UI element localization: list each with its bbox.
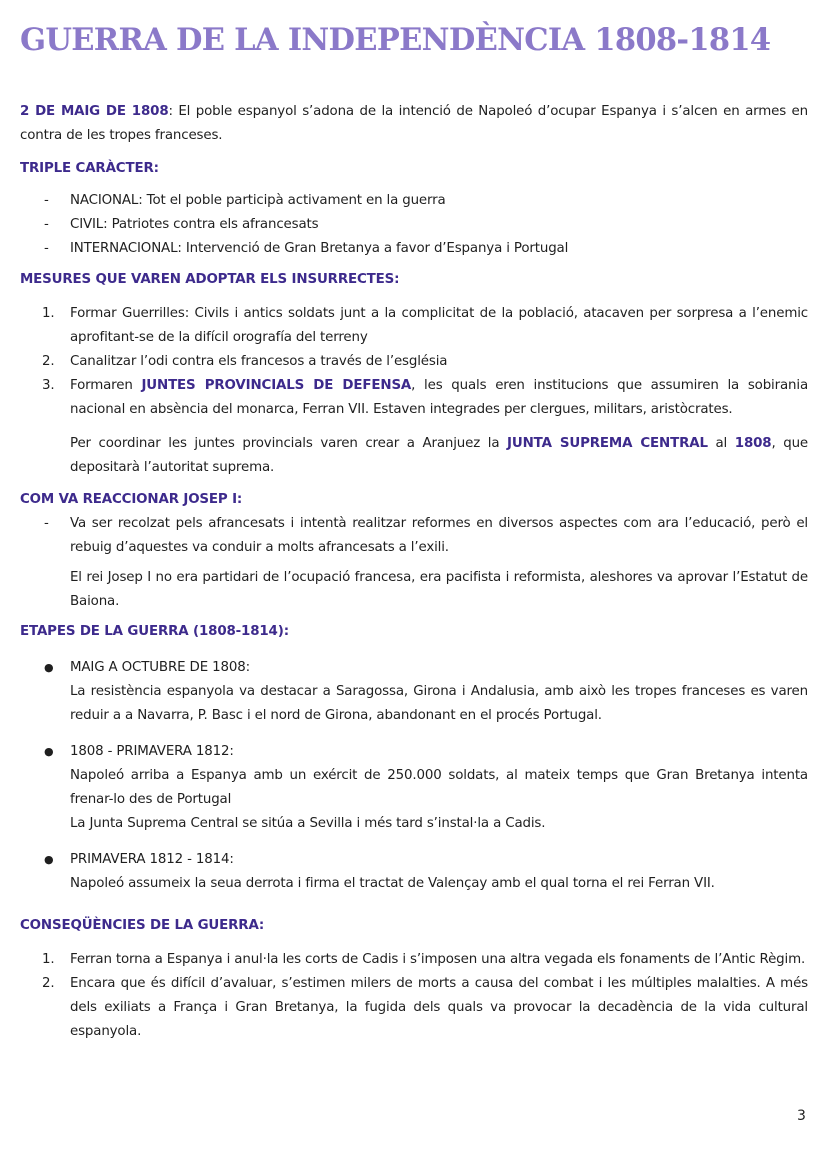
etapa-text: La resistència espanyola va destacar a Saragossa, Girona i Andalusia, amb això les tropes franceses es varen reduir a a Navarra, P. Basc i el nord de Girona, abandonant en el procés Portugal. [70, 684, 808, 723]
list-item: - Va ser recolzat pels afrancesats i intentà realitzar reformes en diversos aspectes com ara l’educació, però el rebuig d’aquestes va conduir a molts afrancesats a l’exili. [20, 512, 808, 560]
etapa-text: Napoleó assumeix la seua derrota i firma el tractat de Valençay amb el qual torna el rei Ferran VII. [70, 876, 715, 891]
etapa-title: PRIMAVERA 1812 - 1814: [70, 852, 234, 867]
etapa-text: Napoleó arriba a Espanya amb un exércit de 250.000 soldats, al mateix temps que Gran Bretanya intenta frenar-lo des de Portugal [70, 768, 808, 807]
list-item: ● PRIMAVERA 1812 - 1814: Napoleó assumeix la seua derrota i firma el tractat de Valençay amb el qual torna el rei Ferran VII. [20, 848, 808, 896]
list-item: 3. Formaren JUNTES PROVINCIALS DE DEFENSA, les quals eren institucions que assumiren la sobirania nacional en absència del monarca, Ferran VII. Estaven integrades per clergues, militars, aristòcrates. [42, 378, 808, 417]
etapes-list [20, 656, 808, 896]
intro-paragraph [20, 100, 808, 148]
list-item: 1. Formar Guerrilles: Civils i antics soldats junt a la complicitat de la població, atacaven per sorpresa a l’enemic aprofitant-se de la difícil orografía del terreny [42, 306, 808, 345]
list-item: ● MAIG A OCTUBRE DE 1808: La resistència espanyola va destacar a Saragossa, Girona i Andalusia, amb això les tropes franceses es varen reduir a a Navarra, P. Basc i el nord de Girona, abandonant en el procés Portugal. [20, 656, 808, 728]
page-number: 3 [797, 1108, 806, 1124]
list-item: - NACIONAL: Tot el poble participà activament en la guerra [20, 189, 808, 213]
list-item: 2. Canalitzar l’odi contra els francesos a través de l’església [42, 354, 448, 369]
josep-heading: COM VA REACCIONAR JOSEP I: [20, 492, 243, 507]
consequencies-list [20, 948, 808, 1044]
list-item: 1. Ferran torna a Espanya i anul·la les corts de Cadis i s’imposen una altra vegada els fonaments de l’Antic Règim. [42, 952, 806, 967]
intro-text: : El poble espanyol s’adona de la intenció de Napoleó d’ocupar Espanya i s’alcen en armes en contra de les tropes franceses. [20, 104, 808, 143]
list-item: - CIVIL: Patriotes contra els afrancesats [20, 213, 808, 237]
triple-heading: TRIPLE CARÀCTER: [20, 161, 159, 176]
etapa-title: 1808 - PRIMAVERA 1812: [70, 744, 234, 759]
intro-date: 2 DE MAIG DE 1808 [20, 104, 169, 119]
page-title: GUERRA DE LA INDEPENDÈNCIA 1808-1814 [20, 22, 771, 58]
etapes-heading: ETAPES DE LA GUERRA (1808-1814): [20, 624, 289, 639]
junta-year: 1808 [734, 436, 772, 451]
mesures-item-2: Canalitzar l’odi contra els francesos a través de l’església [70, 354, 448, 369]
juntes-provincials: JUNTES PROVINCIALS DE DEFENSA [141, 378, 412, 393]
etapa-text: La Junta Suprema Central se sitúa a Sevilla i més tard s’instal·la a Cadis. [70, 816, 546, 831]
list-item: ● 1808 - PRIMAVERA 1812: Napoleó arriba a Espanya amb un exércit de 250.000 soldats, al mateix temps que Gran Bretanya intenta frenar-lo des de Portugal La Junta Suprema Central se sitúa a Sevilla i més tard s’instal·la a Cadis. [20, 740, 808, 836]
mesures-item-1: Formar Guerrilles: Civils i antics soldats junt a la complicitat de la població, atacaven per sorpresa a l’enemic aprofitant-se de la difícil orografía del terreny [70, 306, 808, 345]
list-item: - INTERNACIONAL: Intervenció de Gran Bretanya a favor d’Espanya i Portugal [20, 237, 808, 261]
etapa-title: MAIG A OCTUBRE DE 1808: [70, 660, 250, 675]
triple-list [20, 189, 808, 261]
document-body [20, 100, 808, 1044]
consequencies-heading: CONSEQÜÈNCIES DE LA GUERRA: [20, 918, 265, 933]
mesures-list [20, 302, 808, 422]
josep-extra-paragraph: El rei Josep I no era partidari de l’ocupació francesa, era pacifista i reformista, aleshores va aprovar l’Estatut de Baiona. [70, 570, 808, 609]
mesures-extra-paragraph: Per coordinar les juntes provincials varen crear a Aranjuez la JUNTA SUPREMA CENTRAL al 1808, que depositarà l’autoritat suprema. [70, 436, 808, 475]
list-item: 2. Encara que és difícil d’avaluar, s’estimen milers de morts a causa del combat i les múltiples malalties. A més dels exiliats a França i Gran Bretanya, la fugida dels quals va provocar la decadència de la vida cultural espanyola. [42, 976, 808, 1039]
josep-list [20, 512, 808, 560]
mesures-heading: MESURES QUE VAREN ADOPTAR ELS INSURRECTES: [20, 272, 400, 287]
junta-suprema: JUNTA SUPREMA CENTRAL [507, 436, 708, 451]
